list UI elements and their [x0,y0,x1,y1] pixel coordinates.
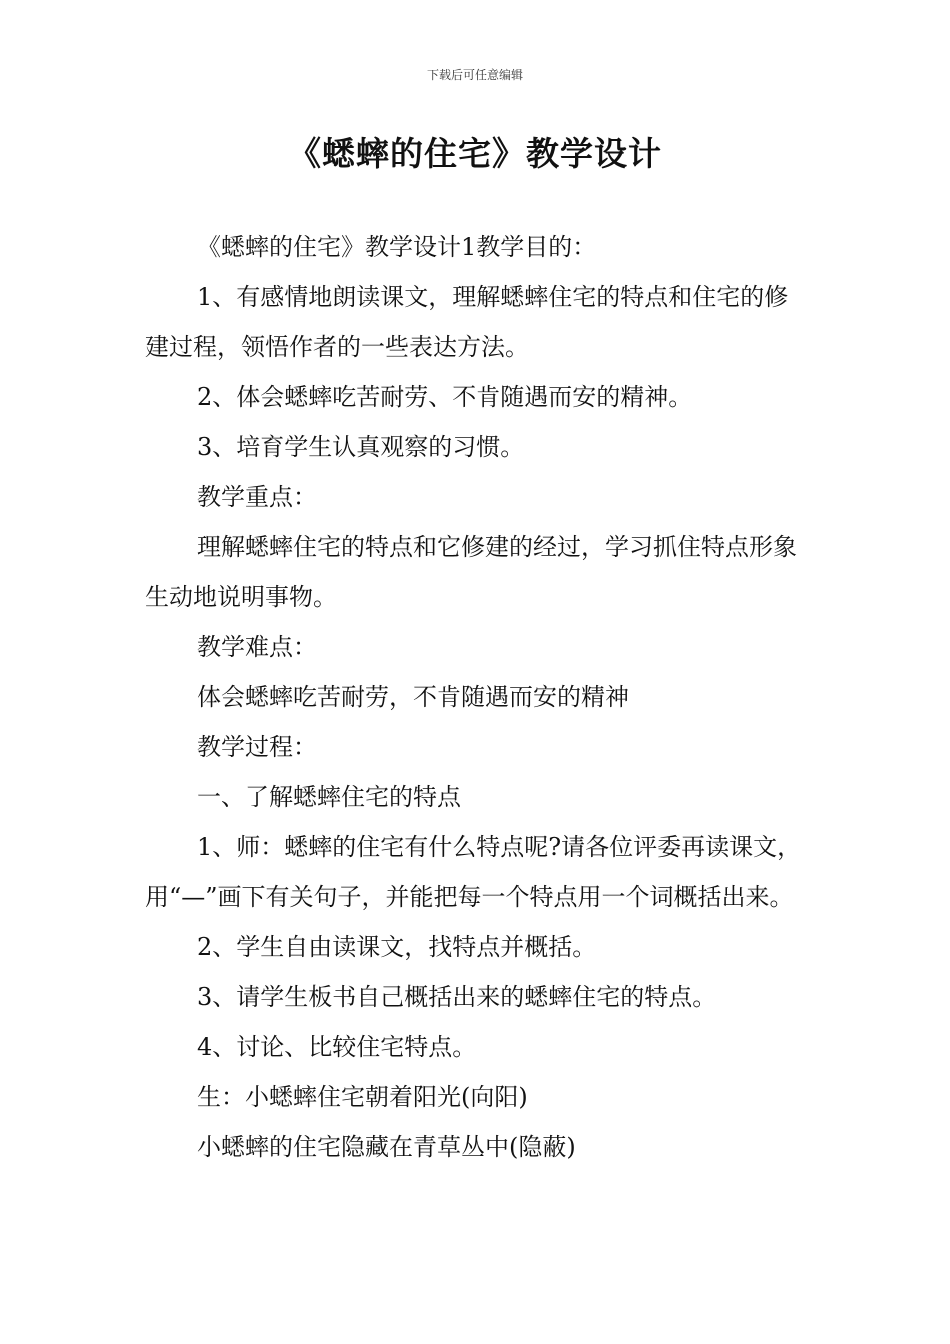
paragraph: 体会蟋蟀吃苦耐劳，不肯随遇而安的精神 [197,683,629,711]
paragraph: 《蟋蟀的住宅》教学设计1教学目的： [197,233,597,261]
section-heading: 一、了解蟋蟀住宅的特点 [197,783,461,811]
paragraph: 理解蟋蟀住宅的特点和它修建的经过，学习抓住特点形象生动地说明事物。 [145,533,797,611]
paragraph: 1、有感情地朗读课文，理解蟋蟀住宅的特点和住宅的修建过程，领悟作者的一些表达方法。 [145,283,789,361]
paragraph: 3、请学生板书自己概括出来的蟋蟀住宅的特点。 [197,983,717,1011]
section-heading: 教学难点： [197,633,317,661]
paragraph: 2、体会蟋蟀吃苦耐劳、不肯随遇而安的精神。 [197,383,693,411]
paragraph: 3、培育学生认真观察的习惯。 [197,433,525,461]
section-heading: 教学重点： [197,483,317,511]
document-body [145,222,810,1172]
paragraph: 生：小蟋蟀住宅朝着阳光(向阳) [197,1083,528,1111]
paragraph: 2、学生自由读课文，找特点并概括。 [197,933,597,961]
paragraph: 1、师：蟋蟀的住宅有什么特点呢?请各位评委再读课文，用“—”画下有关句子，并能把每一个特点用一个词概括出来。 [145,833,802,911]
document-title: 《蟋蟀的住宅》教学设计 [288,134,662,173]
paragraph: 小蟋蟀的住宅隐藏在青草丛中(隐蔽) [197,1133,576,1161]
page-header-note: 下载后可任意编辑 [426,68,523,82]
section-heading: 教学过程： [197,733,317,761]
paragraph: 4、讨论、比较住宅特点。 [197,1033,477,1061]
